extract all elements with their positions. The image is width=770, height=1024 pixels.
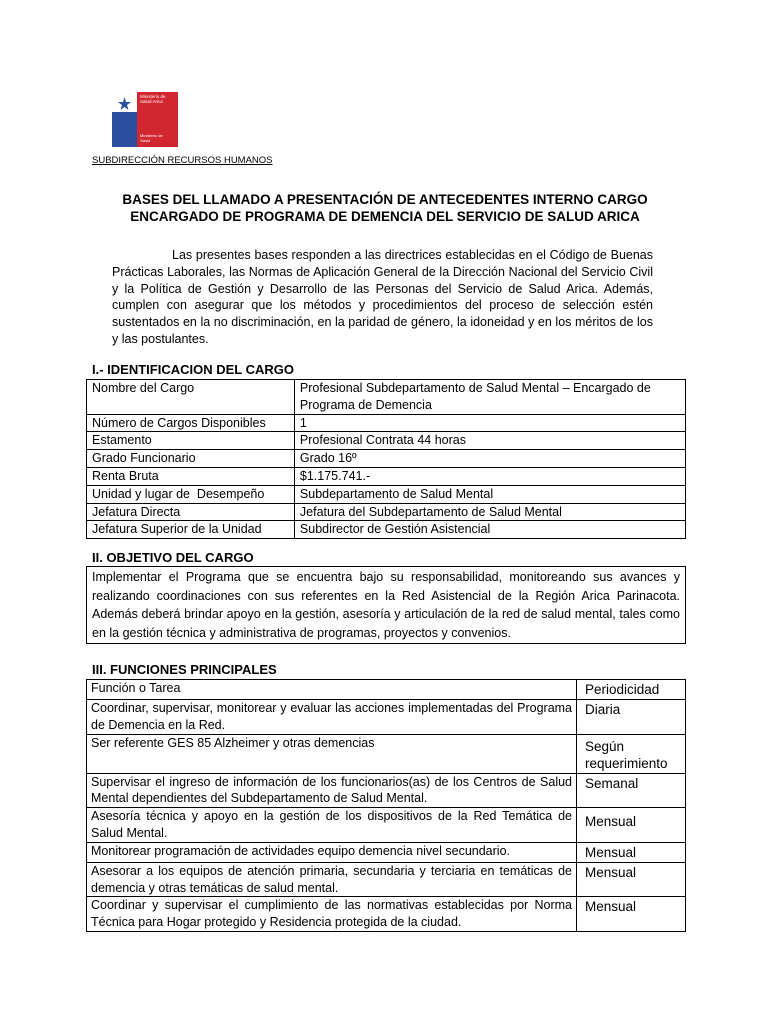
field-label: Nombre del Cargo xyxy=(87,380,295,415)
field-value: Jefatura del Subdepartamento de Salud Mental xyxy=(294,503,685,521)
section-1-heading: I.- IDENTIFICACION DEL CARGO xyxy=(92,362,294,377)
ministry-logo xyxy=(112,92,178,147)
table-header-row xyxy=(87,680,686,700)
document-title xyxy=(100,191,670,225)
field-label: Jefatura Directa xyxy=(87,503,295,521)
svg-text:Ministerio de: Ministerio de xyxy=(140,133,163,138)
svg-text:Salud Arica: Salud Arica xyxy=(140,99,163,104)
identification-table xyxy=(86,379,686,539)
intro-paragraph: Las presentes bases responden a las directrices establecidas en el Código de Buenas Prácticas Laborales, las Normas de Aplicación General de la Dirección Nacional del Servicio Civil y la Política de Gestión y Desarrollo de las Personas del Servicio de Salud Arica. Además, cumplen con asegurar que los métodos y procedimientos del proceso de selección estén sustentados en la no discriminación, en la paridad de género, la idoneidad y en los méritos de los y las postulantes. xyxy=(112,248,653,346)
table-row xyxy=(87,897,686,932)
table-row xyxy=(87,485,686,503)
section-3-heading: III. FUNCIONES PRINCIPALES xyxy=(92,662,277,677)
task-cell: Ser referente GES 85 Alzheimer y otras demencias xyxy=(87,734,577,773)
field-value: Subdepartamento de Salud Mental xyxy=(294,485,685,503)
table-row xyxy=(87,842,686,862)
field-value: Profesional Subdepartamento de Salud Mental – Encargado de Programa de Demencia xyxy=(294,380,685,415)
table-row xyxy=(87,521,686,539)
field-value: Profesional Contrata 44 horas xyxy=(294,432,685,450)
field-label: Estamento xyxy=(87,432,295,450)
field-label: Grado Funcionario xyxy=(87,450,295,468)
section-2-heading: II. OBJETIVO DEL CARGO xyxy=(92,550,254,565)
table-row xyxy=(87,700,686,735)
task-cell: Coordinar y supervisar el cumplimiento de las normativas establecidas por Norma Técnica para Hogar protegido y Residencia protegida de la ciudad. xyxy=(87,897,577,932)
field-label: Unidad y lugar de Desempeño xyxy=(87,485,295,503)
period-cell: Diaria xyxy=(577,700,686,735)
task-cell: Monitorear programación de actividades equipo demencia nivel secundario. xyxy=(87,842,577,862)
field-value: Subdirector de Gestión Asistencial xyxy=(294,521,685,539)
field-label: Número de Cargos Disponibles xyxy=(87,414,295,432)
subdirection-label: SUBDIRECCIÓN RECURSOS HUMANOS xyxy=(92,155,273,166)
table-row xyxy=(87,432,686,450)
table-row xyxy=(87,808,686,843)
table-row xyxy=(87,380,686,415)
table-row xyxy=(87,734,686,773)
period-cell: Mensual xyxy=(577,842,686,862)
field-value: 1 xyxy=(294,414,685,432)
field-label: Jefatura Superior de la Unidad xyxy=(87,521,295,539)
field-label: Renta Bruta xyxy=(87,467,295,485)
table-row xyxy=(87,414,686,432)
period-cell: Mensual xyxy=(577,897,686,932)
period-cell: Según requerimiento xyxy=(577,734,686,773)
table-row xyxy=(87,450,686,468)
field-value: $1.175.741.- xyxy=(294,467,685,485)
objective-text: Implementar el Programa que se encuentra bajo su responsabilidad, monitoreando sus avances y realizando coordinaciones con sus referentes en la Red Asistencial de la Región Arica Parinacota. Además deberá brindar apoyo en la gestión, asesoría y articulación de la red de salud mental, tales como en la gestión técnica y administrativa de programas, proyectos y convenios. xyxy=(86,566,686,644)
functions-table xyxy=(86,679,686,932)
table-row xyxy=(87,467,686,485)
task-cell: Asesorar a los equipos de atención primaria, secundaria y terciaria en temáticas de demencia y otras temáticas de salud mental. xyxy=(87,862,577,897)
period-cell: Semanal xyxy=(577,773,686,808)
logo-image xyxy=(112,92,178,147)
period-cell: Mensual xyxy=(577,808,686,843)
svg-text:Ministerio de: Ministerio de xyxy=(140,94,166,99)
table-row xyxy=(87,503,686,521)
task-cell: Coordinar, supervisar, monitorear y evaluar las acciones implementadas del Programa de Demencia en la Red. xyxy=(87,700,577,735)
svg-text:Salud: Salud xyxy=(140,138,151,143)
table-row xyxy=(87,862,686,897)
field-value: Grado 16º xyxy=(294,450,685,468)
table-row xyxy=(87,773,686,808)
period-cell: Mensual xyxy=(577,862,686,897)
column-header-period: Periodicidad xyxy=(577,680,686,700)
column-header-function: Función o Tarea xyxy=(87,680,577,700)
title-line-1: BASES DEL LLAMADO A PRESENTACIÓN DE ANTECEDENTES INTERNO CARGO xyxy=(122,192,648,207)
title-line-2: ENCARGADO DE PROGRAMA DE DEMENCIA DEL SERVICIO DE SALUD ARICA xyxy=(130,209,640,224)
task-cell: Supervisar el ingreso de información de los funcionarios(as) de los Centros de Salud Mental dependientes del Subdepartamento de Salud Mental. xyxy=(87,773,577,808)
task-cell: Asesoría técnica y apoyo en la gestión de los dispositivos de la Red Temática de Salud Mental. xyxy=(87,808,577,843)
